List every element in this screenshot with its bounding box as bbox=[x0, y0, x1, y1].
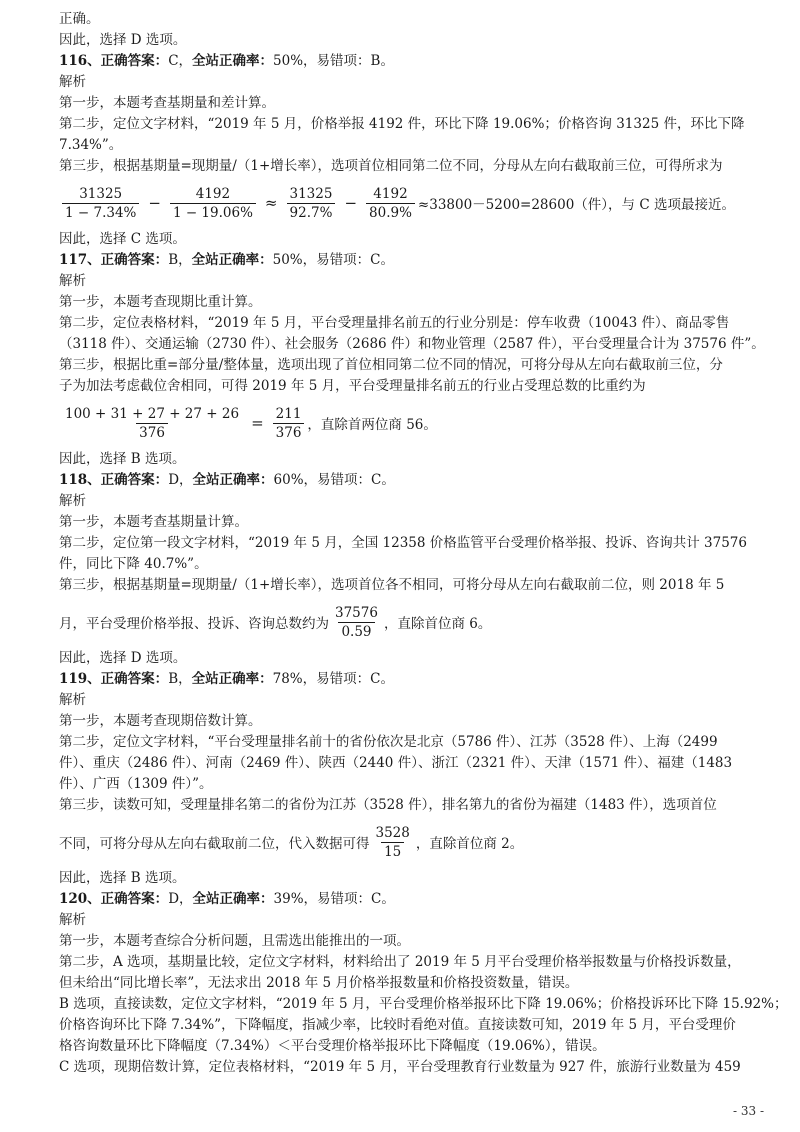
step-text: 第三步，根据基期量=现期量/（1+增长率），选项首位相同第二位不同，分母从左向右截取前三位，可得所求为 bbox=[59, 158, 723, 174]
question-header-117: 117、正确答案：B，全站正确率：50%，易错项：C。 bbox=[59, 252, 394, 268]
formula-tail: ≈33800－5200=28600（件），与 C 选项最接近。 bbox=[417, 197, 735, 213]
question-header-119: 119、正确答案：B，全站正确率：78%，易错项：C。 bbox=[59, 671, 394, 687]
conclusion: 因此，选择 B 选项。 bbox=[59, 870, 186, 886]
question-header-120: 120、正确答案：D，全站正确率：39%，易错项：C。 bbox=[59, 891, 395, 907]
formula-tail: ，直除首位商 2。 bbox=[415, 836, 524, 852]
fraction: $\frac{31325}{1 - 7.34\%}$ bbox=[62, 186, 139, 221]
step-text: 第一步，本题考查综合分析问题，且需选出能推出的一项。 bbox=[59, 933, 410, 949]
step-text: 件）、重庆（2486 件）、河南（2469 件）、陕西（2440 件）、浙江（2321 件）、天津（1571 件）、福建（1483 bbox=[59, 755, 733, 771]
fraction: $\frac{4192}{1 - 19.06\%}$ bbox=[170, 186, 256, 221]
step-text: 不同，可将分母从左向右截取前二位，代入数据可得 bbox=[59, 836, 370, 852]
step-text: C 选项，现期倍数计算，定位表格材料，“2019 年 5 月，平台受理教育行业数量为 927 件，旅游行业数量为 459 bbox=[59, 1059, 741, 1075]
step-text: 月，平台受理价格举报、投诉、咨询总数约为 bbox=[59, 616, 329, 632]
step-text: 第二步，定位文字材料，“平台受理量排名前十的省份依次是北京（5786 件）、江苏（3528 件）、上海（2499 bbox=[59, 734, 718, 750]
analysis-label: 解析 bbox=[59, 692, 86, 708]
fraction: $\frac{100 + 31 + 27 + 27 + 26}{376}$ bbox=[65, 405, 240, 441]
step-text: B 选项，直接读数，定位文字材料，“2019 年 5 月，平台受理价格举报环比下降 19.06%；价格投诉环比下降 15.92%； bbox=[59, 996, 788, 1012]
formula-line: $\frac{31325}{1 - 7.34\%}$ − $\frac{4192}{1 - 19.06\%}$ ≈ $\frac{31325}{92.7\%}$ − $\frac{4192}{80.9\%}$ ≈33800－5200=28600（件），与 C 选项最接近。 bbox=[59, 177, 749, 229]
conclusion: 因此，选择 C 选项。 bbox=[59, 231, 186, 247]
formula-line bbox=[59, 596, 749, 648]
analysis-label: 解析 bbox=[59, 74, 86, 90]
step-text: 第一步，本题考查现期比重计算。 bbox=[59, 294, 262, 310]
step-text: 第二步，A 选项，基期量比较，定位文字材料，材料给出了 2019 年 5 月平台受理价格举报数量与价格投诉数量， bbox=[59, 954, 741, 970]
question-header-118: 118、正确答案：D，全站正确率：60%，易错项：C。 bbox=[59, 472, 395, 488]
fraction: $\frac{31325}{92.7\%}$ bbox=[287, 186, 336, 221]
fraction: $\frac{211}{376}$ bbox=[273, 406, 305, 441]
formula-tail: ，直除首两位商 56。 bbox=[307, 417, 437, 433]
step-text: 第一步，本题考查基期量和差计算。 bbox=[59, 95, 275, 111]
step-text: 第二步，定位文字材料，“2019 年 5 月，价格举报 4192 件，环比下降 19.06%；价格咨询 31325 件，环比下降 bbox=[59, 116, 745, 132]
text-line: 因此，选择 D 选项。 bbox=[59, 32, 187, 48]
analysis-label: 解析 bbox=[59, 912, 86, 928]
analysis-label: 解析 bbox=[59, 493, 86, 509]
step-text: 第三步，根据基期量=现期量/（1+增长率），选项首位各不相同，可将分母从左向右截取前二位，则 2018 年 5 bbox=[59, 577, 725, 593]
conclusion: 因此，选择 B 选项。 bbox=[59, 451, 186, 467]
formula-line bbox=[59, 816, 749, 868]
step-text: 但未给出“同比增长率”，无法求出 2018 年 5 月价格举报数量和价格投资数量，错误。 bbox=[59, 975, 579, 991]
fraction: $\frac{4192}{80.9\%}$ bbox=[366, 186, 415, 221]
conclusion: 因此，选择 D 选项。 bbox=[59, 650, 187, 666]
page-number: - 33 - bbox=[732, 1104, 764, 1118]
step-text: 子为加法考虑截位舍相同，可得 2019 年 5 月，平台受理量排名前五的行业占受理总数的比重约为 bbox=[59, 378, 646, 394]
step-text: 第一步，本题考查基期量计算。 bbox=[59, 514, 248, 530]
fraction: $\frac{3528}{15}$ bbox=[375, 824, 410, 860]
step-text: 第一步，本题考查现期倍数计算。 bbox=[59, 713, 262, 729]
step-text: 第二步，定位表格材料，“2019 年 5 月，平台受理量排名前五的行业分别是：停车收费（10043 件）、商品零售 bbox=[59, 315, 730, 331]
step-text: 件）、广西（1309 件）”。 bbox=[59, 776, 213, 792]
question-header-116: 116、正确答案：C，全站正确率：50%，易错项：B。 bbox=[59, 53, 394, 69]
step-text: 第三步，根据比重=部分量/整体量，选项出现了首位相同第二位不同的情况，可将分母从左向右截取前三位，分 bbox=[59, 357, 723, 373]
step-text: 格咨询数量环比下降幅度（7.34%）＜平台受理价格举报环比下降幅度（19.06%），错误。 bbox=[59, 1038, 606, 1054]
step-text: 第二步，定位第一段文字材料，“2019 年 5 月，全国 12358 价格监管平台受理价格举报、投诉、咨询共计 37576 bbox=[59, 535, 747, 551]
document-page bbox=[59, 9, 788, 1078]
text-line: 正确。 bbox=[59, 11, 100, 27]
analysis-label: 解析 bbox=[59, 273, 86, 289]
step-text: 第三步，读数可知，受理量排名第二的省份为江苏（3528 件），排名第九的省份为福建（1483 件），选项首位 bbox=[59, 797, 717, 813]
step-text: 价格咨询环比下降 7.34%”，下降幅度，指减少率，比较时看绝对值。直接读数可知，2019 年 5 月，平台受理价 bbox=[59, 1017, 736, 1033]
formula-line: $\frac{100 + 31 + 27 + 27 + 26}{376}$ = $\frac{211}{376}$ ，直除首两位商 56。 bbox=[59, 397, 749, 449]
step-text: 7.34%”。 bbox=[59, 137, 123, 153]
step-text: 件，同比下降 40.7%”。 bbox=[59, 556, 208, 572]
step-text: （3118 件）、交通运输（2730 件）、社会服务（2686 件）和物业管理（2587 件），平台受理量合计为 37576 件”。 bbox=[59, 336, 765, 352]
formula-tail: ，直除首位商 6。 bbox=[383, 616, 492, 632]
fraction: $\frac{37576}{0.59}$ bbox=[335, 604, 378, 640]
